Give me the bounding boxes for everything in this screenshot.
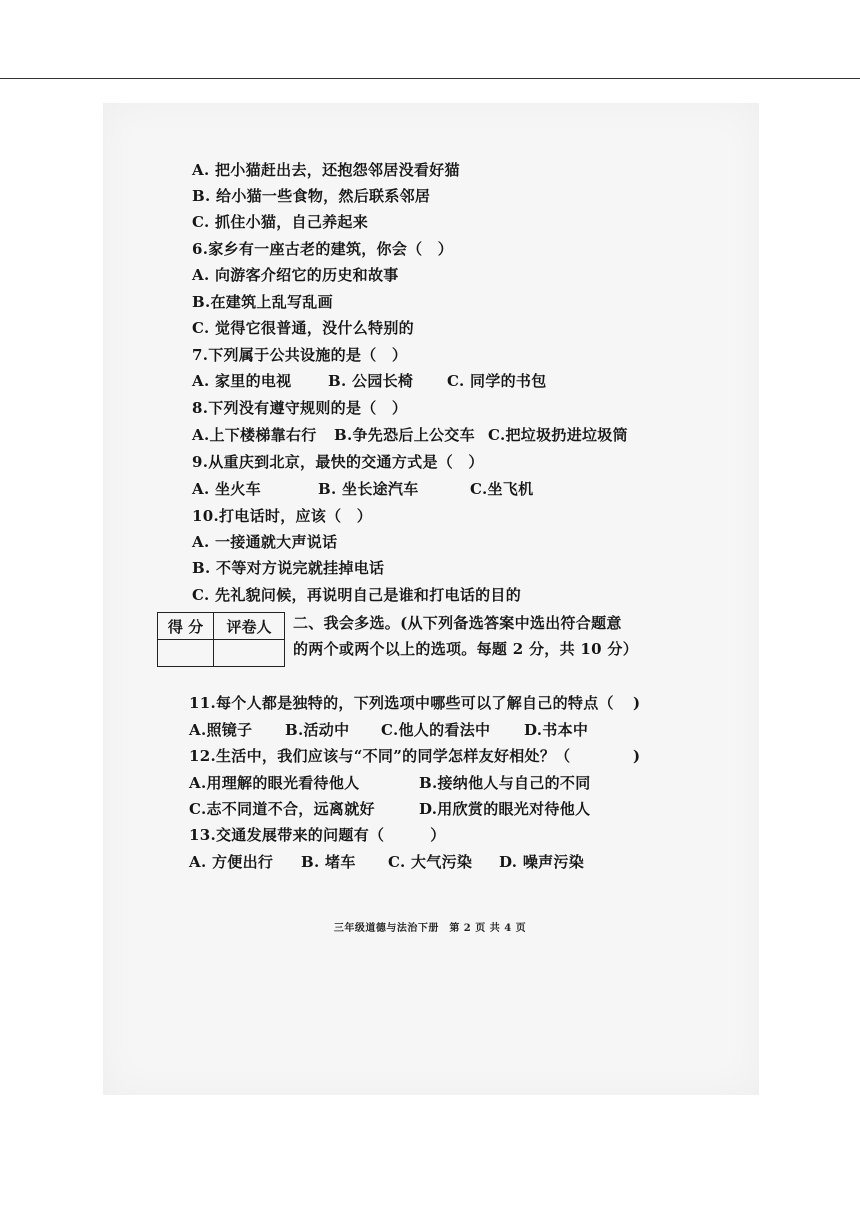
q13-option-c: C. 大气污染 [388, 853, 473, 871]
grader-cell [213, 640, 284, 667]
top-rule [0, 78, 860, 79]
q8-option-a: A.上下楼梯靠右行 [192, 426, 317, 444]
q11-option-b: B.活动中 [285, 721, 350, 739]
section2-heading-line1: 二、我会多选。(从下列备选答案中选出符合题意 [293, 614, 622, 632]
q11-option-a: A.照镜子 [189, 721, 253, 739]
q11-option-d: D.书本中 [524, 721, 589, 739]
q9-option-c: C.坐飞机 [470, 480, 534, 498]
q11-stem: 11.每个人都是独特的，下列选项中哪些可以了解自己的特点（ [189, 694, 614, 712]
q9-stem: 9.从重庆到北京，最快的交通方式是（ ） [192, 453, 484, 471]
q12-option-d: D.用欣赏的眼光对待他人 [419, 800, 591, 818]
q7-stem: 7.下列属于公共设施的是（ ） [192, 346, 408, 364]
q8-option-c: C.把垃圾扔进垃圾筒 [488, 426, 628, 444]
q11-option-c: C.他人的看法中 [381, 721, 491, 739]
q10-option-b: B. 不等对方说完就挂掉电话 [192, 559, 385, 577]
q13-option-b: B. 堵车 [301, 853, 356, 871]
score-cell [158, 640, 214, 667]
grader-label: 评卷人 [213, 613, 284, 640]
q6-stem: 6.家乡有一座古老的建筑，你会（ ） [192, 240, 454, 258]
q5-option-b: B. 给小猫一些食物，然后联系邻居 [192, 187, 431, 205]
q9-option-a: A. 坐火车 [192, 480, 261, 498]
q10-stem: 10.打电话时，应该（ ） [192, 507, 372, 525]
q5-option-c: C. 抓住小猫，自己养起来 [192, 213, 369, 231]
q12-option-a: A.用理解的眼光看待他人 [189, 774, 360, 792]
q12-option-b: B.接纳他人与自己的不同 [419, 774, 591, 792]
page-footer [0, 919, 860, 934]
q12-stem: 12.生活中，我们应该与“不同”的同学怎样友好相处？（ [189, 747, 571, 765]
q13-stem: 13.交通发展带来的问题有（ ） [189, 826, 446, 844]
score-table [157, 612, 285, 667]
q13-option-a: A. 方便出行 [189, 853, 274, 871]
q13-option-d: D. 噪声污染 [499, 853, 585, 871]
q8-option-b: B.争先恐后上公交车 [334, 426, 475, 444]
footer-text: 三年级道德与法治下册 第 2 页 共 4 页 [333, 923, 527, 934]
q7-option-a: A. 家里的电视 [192, 372, 292, 390]
section2-heading-line2: 的两个或两个以上的选项。每题 2 分，共 10 分） [293, 640, 639, 658]
q7-option-c: C. 同学的书包 [447, 372, 547, 390]
q12-bracket-close: ) [633, 747, 641, 765]
q5-option-a: A. 把小猫赶出去，还抱怨邻居没看好猫 [192, 161, 460, 179]
q6-option-c: C. 觉得它很普通，没什么特别的 [192, 319, 414, 337]
q10-option-c: C. 先礼貌问候，再说明自己是谁和打电话的目的 [192, 586, 522, 604]
q6-option-b: B.在建筑上乱写乱画 [192, 293, 333, 311]
q9-option-b: B. 坐长途汽车 [318, 480, 419, 498]
q10-option-a: A. 一接通就大声说话 [192, 533, 338, 551]
q12-option-c: C.志不同道不合，远离就好 [189, 800, 375, 818]
q8-stem: 8.下列没有遵守规则的是（ ） [192, 399, 408, 417]
q6-option-a: A. 向游客介绍它的历史和故事 [192, 266, 399, 284]
score-label: 得 分 [158, 613, 214, 640]
q11-bracket-close: ) [633, 694, 641, 712]
q7-option-b: B. 公园长椅 [328, 372, 414, 390]
